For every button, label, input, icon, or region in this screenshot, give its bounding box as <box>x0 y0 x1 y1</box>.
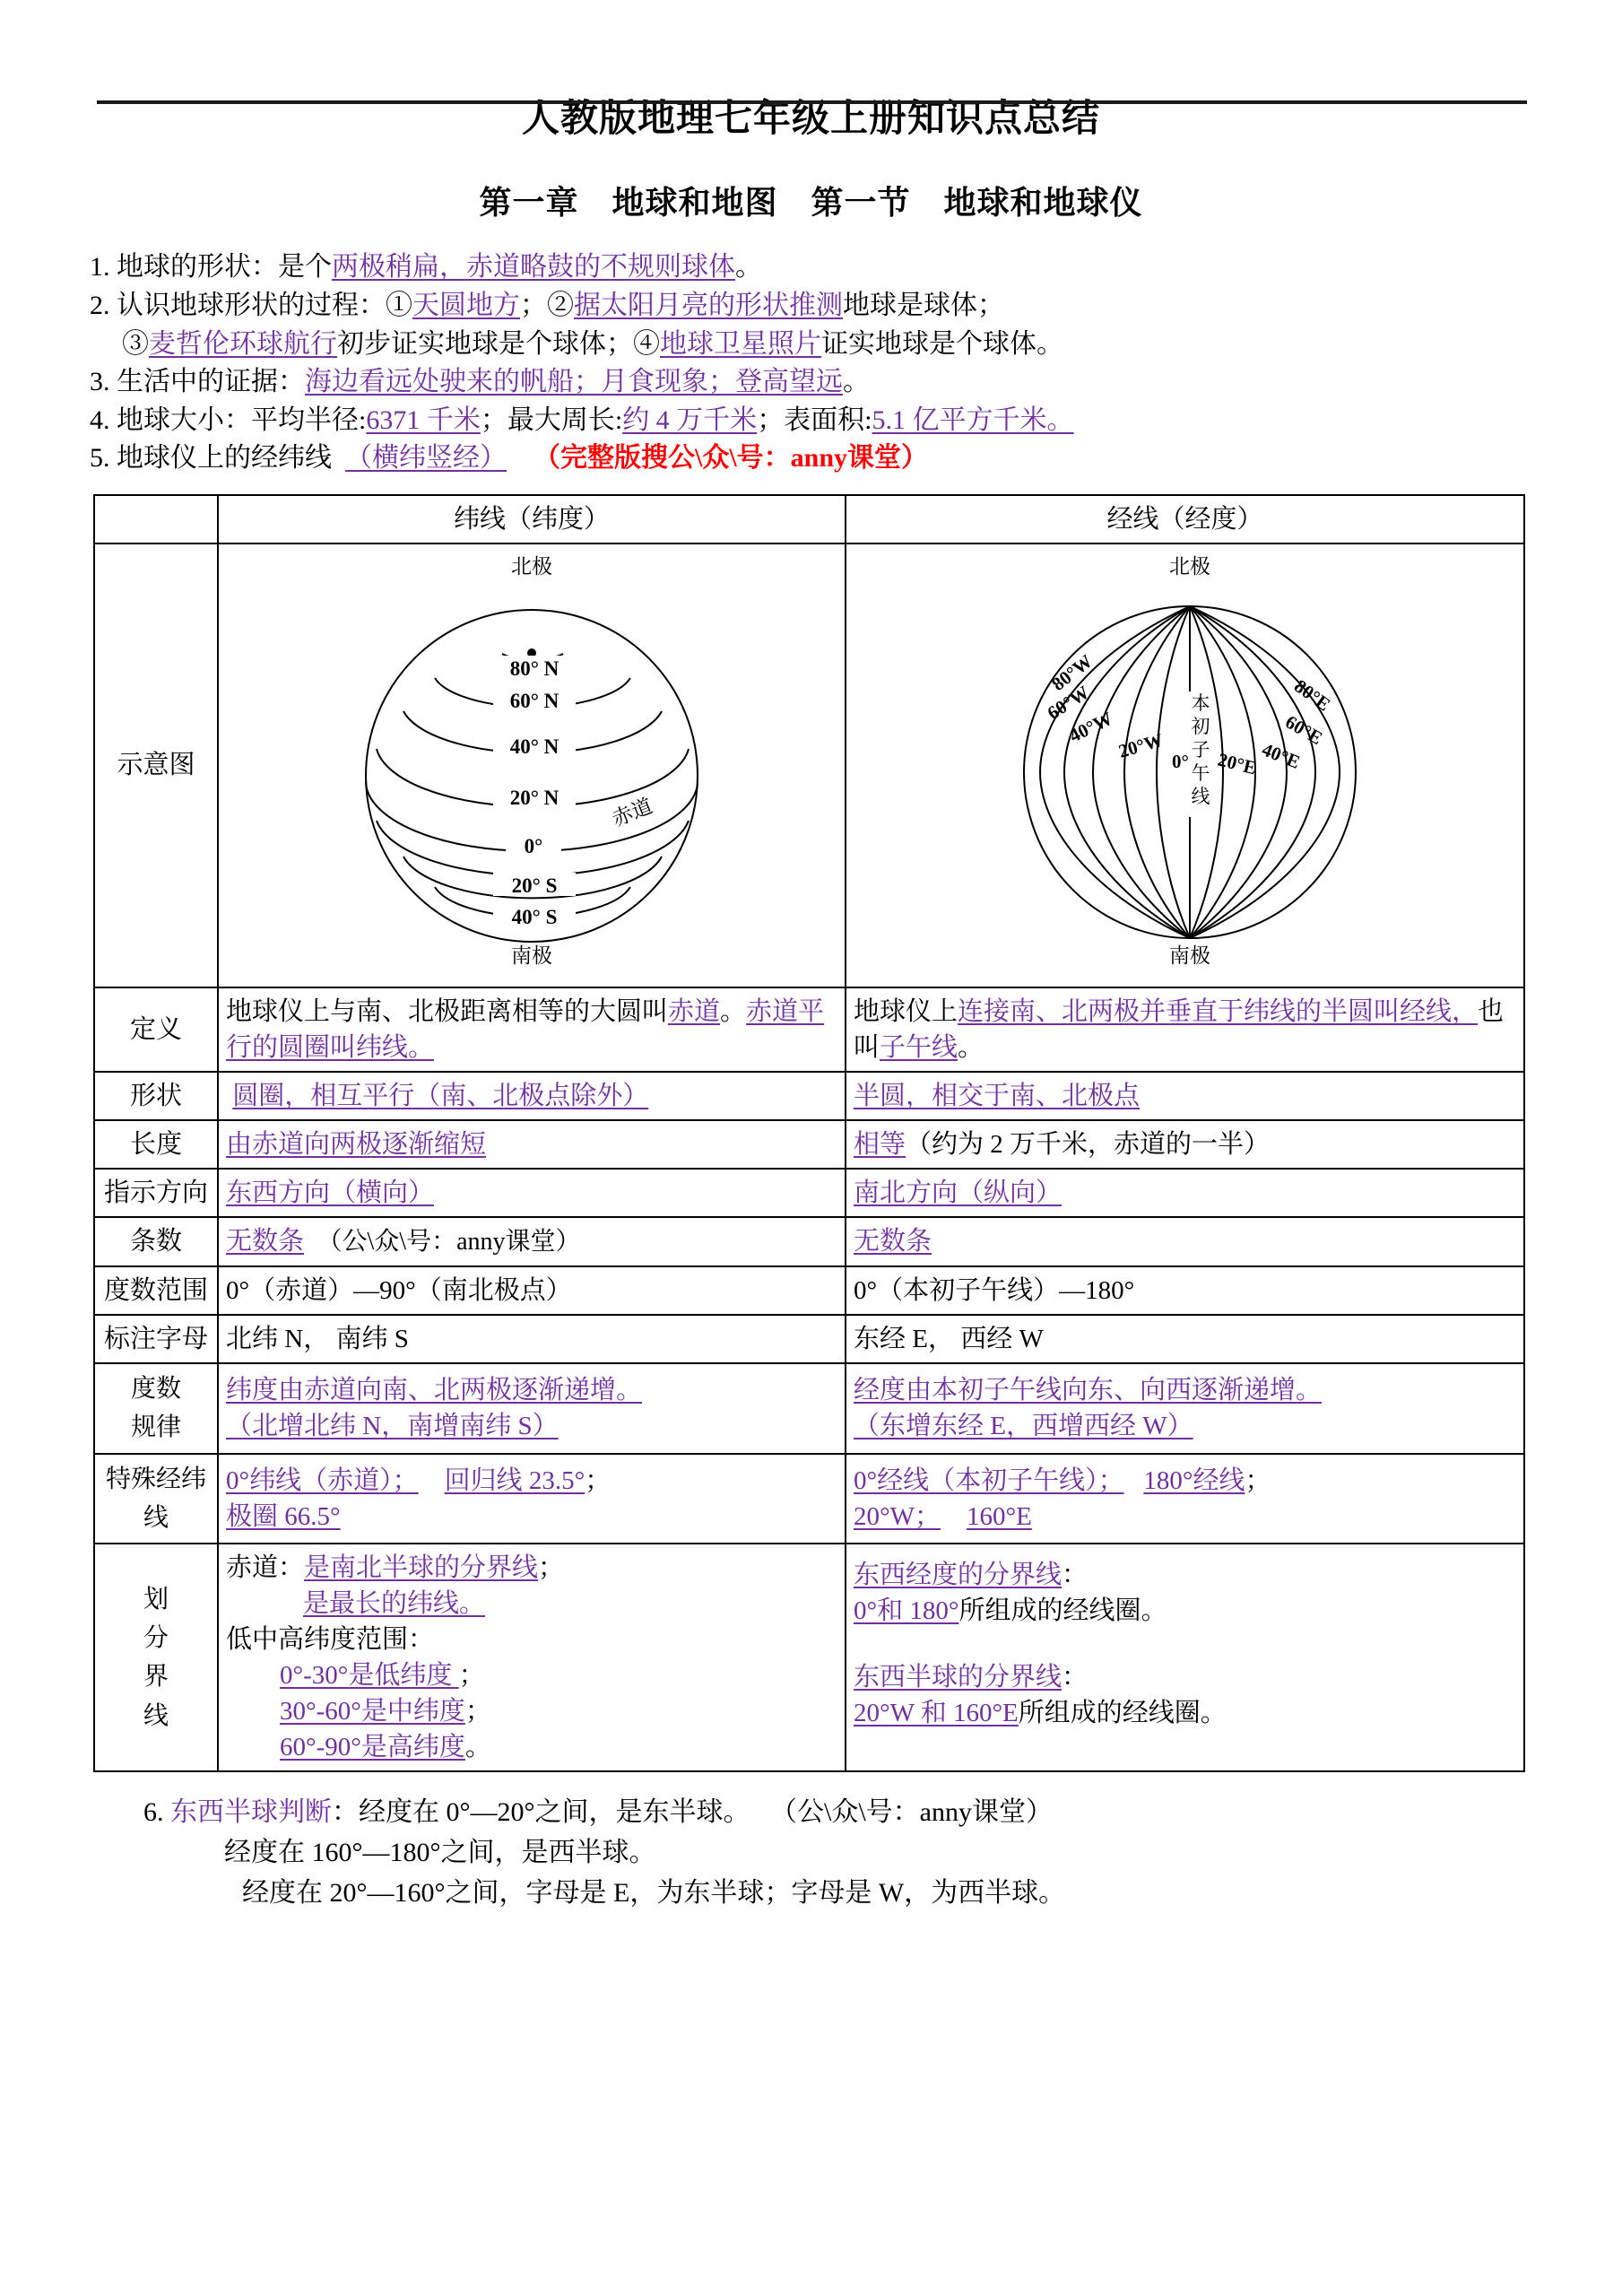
cell-lat-special-lines <box>218 1454 846 1544</box>
lon-rule-hl-2: （东增东经 E，西增西经 W） <box>854 1412 1193 1441</box>
row-label-diagram: 示意图 <box>94 544 218 987</box>
cell-lon-boundary <box>846 1544 1524 1771</box>
item-6-line-2: 经度在 160°—180°之间，是西半球。 <box>224 1838 656 1868</box>
row-label-special-lines-line1: 特殊经纬 <box>105 1465 206 1493</box>
lon-special-hl-1: 0°经线（本初子午线）； <box>854 1465 1124 1495</box>
lon-prime-meridian-label-5: 线 <box>1191 785 1210 807</box>
item-2-highlight-1: 天圆地方 <box>412 290 520 320</box>
row-label-special-lines <box>94 1454 218 1544</box>
row-label-direction: 指示方向 <box>94 1169 218 1217</box>
lon-special-hl-2: 180°经线 <box>1143 1465 1245 1495</box>
list-item-5 <box>90 439 1532 478</box>
lon-boundary-line-1 <box>854 1557 1516 1593</box>
item-4-text-1: ；最大周长: <box>480 404 623 435</box>
cell-lat-degree-rule <box>218 1363 846 1454</box>
longitude-globe-svg <box>988 550 1383 971</box>
lon-boundary-t-1: ： <box>1062 1561 1089 1590</box>
lon-prime-meridian-label-4: 午 <box>1191 761 1210 784</box>
lon-rule-hl-1: 经度由本初子午线向东、向西逐渐递增。 <box>854 1376 1323 1405</box>
item-3-number: 3. <box>90 367 110 397</box>
lon-label-40e: 40°E <box>1258 738 1303 773</box>
lon-direction-hl: 南北方向（纵向） <box>854 1178 1063 1208</box>
lon-length-plain: （约为 2 万千米，赤道的一半） <box>906 1130 1271 1160</box>
item-5-label: 地球仪上的经纬线 <box>117 443 332 474</box>
lat-boundary-t-2: ； <box>458 1661 485 1691</box>
lat-rule-hl-2: （北增北纬 N，南增南纬 S） <box>226 1412 559 1441</box>
lat-label-40n: 40° N <box>509 735 559 758</box>
lat-length-hl: 由赤道向两极逐渐缩短 <box>226 1130 487 1160</box>
table-row <box>94 1266 1524 1315</box>
cell-lon-length <box>846 1120 1524 1169</box>
lon-prime-meridian-label-1: 本 <box>1191 691 1210 714</box>
item-2-highlight-4: 地球卫星照片 <box>660 328 821 359</box>
table-row <box>94 1072 1524 1120</box>
header-longitude: 经线（经度） <box>846 495 1524 544</box>
cell-lat-length <box>218 1120 846 1169</box>
lon-label-0: 0° <box>1171 750 1189 772</box>
lat-boundary-line-1 <box>226 1550 837 1586</box>
row-label-special-lines-stack <box>102 1460 210 1538</box>
item-6-line-3: 经度在 20°—160°之间，字母是 E，为东半球；字母是 W，为西半球。 <box>242 1878 1066 1909</box>
cell-lon-direction <box>846 1169 1524 1217</box>
lon-boundary-hl-3: 东西半球的分界线 <box>854 1663 1063 1692</box>
item-4-highlight-3: 5.1 亿平方千米。 <box>872 404 1074 435</box>
lon-label-80w: 80°W <box>1046 649 1097 695</box>
latitude-globe-diagram <box>218 544 846 987</box>
lat-count-hl: 无数条 <box>226 1227 305 1257</box>
row-label-degree-rule-line1: 度数 <box>130 1374 181 1403</box>
lon-boundary-plain-2: 所组成的经线圈。 <box>1018 1699 1227 1728</box>
cell-lon-shape <box>846 1072 1524 1120</box>
lon-boundary-plain-1: 所组成的经线圈。 <box>958 1596 1167 1626</box>
lon-label-80e: 80°E <box>1289 674 1334 716</box>
item-4-highlight-1: 6371 千米 <box>366 404 481 435</box>
table-row <box>94 1454 1524 1544</box>
lon-def-hl-1: 连接南、北两极并垂直于纬线的半圆叫经线， <box>958 996 1479 1026</box>
row-label-boundary-char-2: 分 <box>143 1623 169 1652</box>
lat-def-plain-1: 地球仪上与南、北极距离相等的大圆叫 <box>226 996 669 1026</box>
item-1-highlight: 两极稍扁，赤道略鼓的不规则球体 <box>332 252 735 283</box>
lat-label-80n: 80° N <box>509 657 559 680</box>
item-2-marker-1: ① <box>386 290 412 320</box>
row-label-shape: 形状 <box>94 1072 218 1120</box>
cell-lon-definition <box>846 987 1524 1072</box>
lat-south-pole-label: 南极 <box>511 944 552 967</box>
cell-lon-degree-range: 0°（本初子午线）—180° <box>846 1266 1524 1315</box>
knowledge-point-6 <box>90 1792 1532 1913</box>
lon-boundary-hl-1: 东西经度的分界线 <box>854 1561 1063 1590</box>
longitude-globe-diagram <box>846 544 1524 987</box>
row-label-degree-rule-line2: 规律 <box>130 1413 181 1442</box>
list-item-3 <box>90 363 1532 402</box>
latitude-globe-svg <box>339 550 724 971</box>
item-2-marker-2: ② <box>547 290 574 320</box>
cell-lon-special-lines <box>846 1454 1524 1544</box>
lon-boundary-line-4 <box>854 1695 1516 1731</box>
lat-special-line-2 <box>226 1499 837 1535</box>
cell-lon-degree-rule <box>846 1363 1524 1454</box>
lon-length-hl: 相等 <box>854 1130 906 1160</box>
lon-count-hl: 无数条 <box>854 1227 932 1257</box>
table-header-row <box>94 495 1524 544</box>
item-1-number: 1. <box>90 252 110 283</box>
lat-special-hl-3: 极圈 66.5° <box>226 1501 341 1531</box>
row-label-count: 条数 <box>94 1217 218 1266</box>
lon-label-20w: 20°W <box>1115 728 1166 762</box>
lat-boundary-hl-4: 30°-60°是中纬度 <box>280 1697 465 1726</box>
lat-boundary-t-1: ； <box>538 1553 565 1583</box>
table-row <box>94 987 1524 1072</box>
lat-boundary-t-3: ； <box>464 1697 491 1726</box>
lon-special-t: ； <box>1245 1465 1271 1495</box>
lat-special-hl-1: 0°纬线（赤道）； <box>226 1465 419 1495</box>
lon-label-60e: 60°E <box>1281 710 1326 750</box>
row-label-length: 长度 <box>94 1120 218 1169</box>
item-2-sep-1: ； <box>520 290 547 320</box>
lat-label-60n: 60° N <box>509 689 559 712</box>
item-2-number: 2. <box>90 290 110 320</box>
cell-lat-boundary <box>218 1544 846 1771</box>
lat-def-hl-2: 赤道平行的圆圈叫纬线。 <box>226 996 825 1062</box>
section-title: 第一章 地球和地图 第一节 地球和地球仪 <box>479 185 1143 222</box>
lat-boundary-hl-1: 是南北半球的分界线 <box>304 1553 539 1583</box>
item-5-promo: （完整版搜公\众\号：anny课堂） <box>533 443 929 474</box>
lon-def-plain-2: 也叫 <box>854 996 1505 1062</box>
lat-boundary-plain-2: 低中高纬度范围： <box>226 1625 435 1655</box>
lat-label-0: 0° <box>524 834 543 857</box>
lat-boundary-line-6 <box>226 1729 837 1765</box>
lon-south-pole-label: 南极 <box>1168 944 1210 967</box>
lon-special-hl-3: 20°W； <box>854 1501 941 1531</box>
list-item-4 <box>90 402 1532 440</box>
page-title: 人教版地理七年级上册知识点总结 <box>521 99 1100 140</box>
item-2-marker-4: ④ <box>633 328 660 359</box>
lat-shape-hl: 圆圈，相互平行（南、北极点除外） <box>232 1082 649 1111</box>
cell-lat-count <box>218 1217 846 1266</box>
row-label-boundary-stack <box>102 1580 210 1736</box>
table-row <box>94 1120 1524 1169</box>
lon-north-pole-label: 北极 <box>1168 554 1210 578</box>
table-row <box>94 544 1524 987</box>
lat-rule-hl-1: 纬度由赤道向南、北两极逐渐递增。 <box>226 1376 643 1405</box>
lat-label-20s: 20° S <box>511 874 558 897</box>
lat-count-note: （公\众\号：anny课堂） <box>317 1228 581 1257</box>
row-label-boundary-char-4: 线 <box>143 1701 169 1730</box>
row-label-special-lines-line2: 线 <box>143 1503 169 1532</box>
item-6-promo: （公\众\号：anny课堂） <box>770 1797 1053 1828</box>
lon-boundary-line-2 <box>854 1593 1516 1629</box>
lon-prime-meridian-label-3: 子 <box>1191 738 1210 761</box>
item-4-label: 地球大小：平均半径: <box>117 404 367 435</box>
item-5-hint: （横纬竖经） <box>345 443 507 474</box>
lat-label-40s: 40° S <box>511 905 558 928</box>
row-label-degree-rule-stack <box>102 1370 210 1448</box>
lat-special-hl-2: 回归线 23.5° <box>444 1465 585 1495</box>
item-2-highlight-3: 麦哲伦环球航行 <box>149 328 337 359</box>
list-item-2 <box>90 287 1532 326</box>
lon-boundary-spacer <box>854 1629 1516 1659</box>
lat-boundary-hl-2: 是最长的纬线。 <box>303 1589 486 1619</box>
item-6-number: 6. <box>143 1797 164 1828</box>
item-6-text-1: ：经度在 0°—20°之间，是东半球。 <box>332 1797 750 1828</box>
item-6-line-1 <box>90 1792 1532 1832</box>
lat-boundary-hl-3: 0°-30°是低纬度 <box>280 1661 459 1691</box>
item-1-label: 地球的形状：是个 <box>117 252 332 283</box>
list-item-1 <box>90 248 1532 287</box>
lat-lon-comparison-table <box>93 494 1525 1772</box>
lon-special-line-2 <box>854 1499 1516 1535</box>
lon-boundary-hl-4: 20°W 和 160°E <box>854 1699 1019 1728</box>
item-5-number: 5. <box>90 443 110 474</box>
lat-boundary-hl-5: 60°-90°是高纬度 <box>280 1733 465 1762</box>
lat-def-plain-2: 。 <box>720 996 747 1026</box>
lon-label-20e: 20°E <box>1215 748 1259 779</box>
header-latitude: 纬线（纬度） <box>218 495 846 544</box>
list-item-2-cont <box>90 326 1532 364</box>
row-label-boundary <box>94 1544 218 1771</box>
lon-boundary-hl-2: 0°和 180° <box>854 1596 959 1626</box>
item-3-tail: 。 <box>843 367 870 397</box>
lat-special-t: ； <box>585 1465 612 1495</box>
table-row <box>94 1169 1524 1217</box>
cell-lat-direction <box>218 1169 846 1217</box>
item-4-number: 4. <box>90 404 110 435</box>
lon-def-plain-3: 。 <box>958 1033 984 1062</box>
item-1-tail: 。 <box>735 252 762 283</box>
lon-boundary-line-3 <box>854 1659 1516 1695</box>
item-2-text-4: 证实地球是个球体。 <box>821 328 1063 359</box>
item-2-text-2: 地球是球体； <box>843 290 1004 320</box>
table-row <box>94 1363 1524 1454</box>
lon-def-hl-2: 子午线 <box>880 1033 958 1062</box>
header-corner <box>94 495 218 544</box>
lon-special-line-1 <box>854 1463 1516 1499</box>
cell-lon-letters: 东经 E， 西经 W <box>846 1315 1524 1363</box>
item-2-text-3: 初步证实地球是个球体； <box>337 328 633 359</box>
cell-lon-count <box>846 1217 1524 1266</box>
row-label-boundary-char-1: 划 <box>143 1585 169 1613</box>
cell-lat-shape <box>218 1072 846 1120</box>
row-label-boundary-char-3: 界 <box>143 1663 169 1692</box>
row-label-definition: 定义 <box>94 987 218 1072</box>
item-6-highlight: 东西半球判断 <box>170 1797 332 1828</box>
row-label-degree-range: 度数范围 <box>94 1266 218 1315</box>
item-3-label: 生活中的证据： <box>117 367 305 397</box>
lon-label-60w: 60°W <box>1043 681 1093 725</box>
lon-special-hl-4: 160°E <box>966 1501 1032 1531</box>
lon-def-plain-1: 地球仪上 <box>854 996 958 1026</box>
lat-boundary-line-5 <box>226 1693 837 1729</box>
lon-boundary-t-2: ： <box>1062 1663 1089 1692</box>
lat-boundary-plain-1: 赤道： <box>226 1553 305 1583</box>
lat-special-line-1 <box>226 1463 837 1499</box>
lat-label-20n: 20° N <box>509 786 559 809</box>
lon-prime-meridian-label-2: 初 <box>1191 715 1210 737</box>
lon-shape-hl: 半圆，相交于南、北极点 <box>854 1082 1141 1111</box>
knowledge-points-list <box>90 248 1532 478</box>
item-4-highlight-2: 约 4 万千米 <box>622 404 758 435</box>
cell-lat-letters: 北纬 N， 南纬 S <box>218 1315 846 1363</box>
lat-boundary-line-2 <box>226 1586 837 1622</box>
lat-boundary-line-4 <box>226 1657 837 1693</box>
lat-def-hl-1: 赤道 <box>668 996 721 1026</box>
item-2-label: 认识地球形状的过程： <box>117 290 386 320</box>
lat-boundary-t-4: 。 <box>464 1733 491 1762</box>
item-2-highlight-2: 据太阳月亮的形状推测 <box>574 290 843 320</box>
table-row <box>94 1544 1524 1771</box>
lat-boundary-line-3 <box>226 1622 837 1657</box>
item-2-marker-3: ③ <box>122 328 149 359</box>
header-rule <box>97 100 1527 104</box>
cell-lat-definition <box>218 987 846 1072</box>
lat-direction-hl: 东西方向（横向） <box>226 1178 435 1208</box>
row-label-letters: 标注字母 <box>94 1315 218 1363</box>
row-label-degree-rule <box>94 1363 218 1454</box>
lon-label-40w: 40°W <box>1065 707 1115 747</box>
item-3-highlight: 海边看远处驶来的帆船；月食现象；登高望远 <box>305 367 843 397</box>
table-row <box>94 1217 1524 1266</box>
lat-north-pole-label: 北极 <box>511 554 552 578</box>
cell-lat-degree-range: 0°（赤道）—90°（南北极点） <box>218 1266 846 1315</box>
item-4-text-2: ；表面积: <box>757 404 872 435</box>
table-row <box>94 1315 1524 1363</box>
lat-equator-label: 赤道 <box>609 794 656 831</box>
